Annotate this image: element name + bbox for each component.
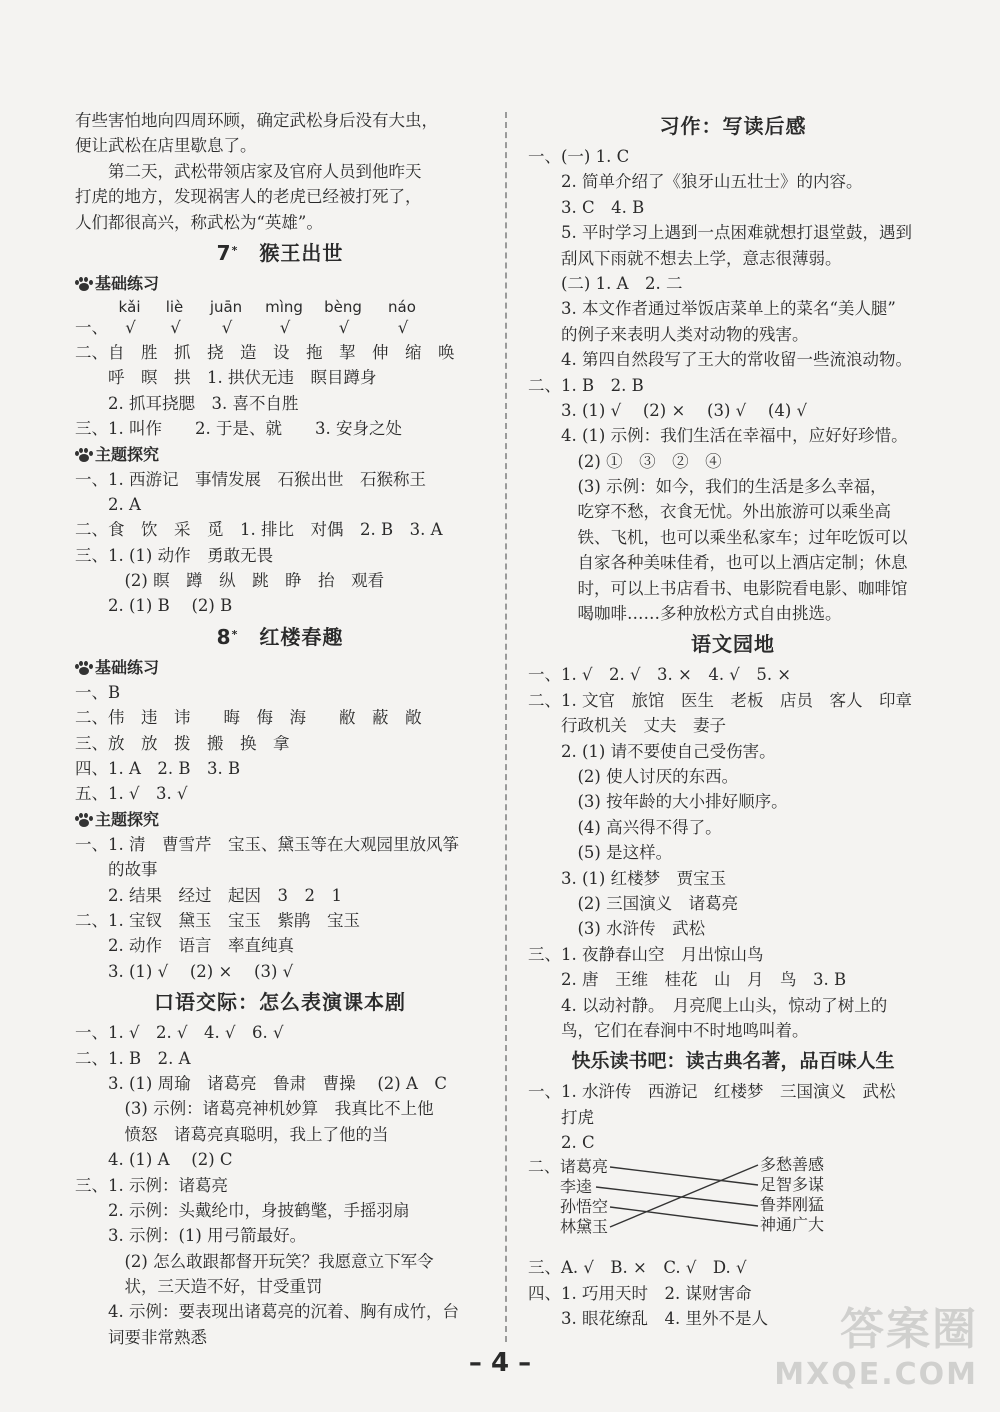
answer-line: 三、放 放 拨 搬 换 拿 — [75, 733, 290, 753]
matching-exercise — [528, 1155, 908, 1255]
paw-icon — [75, 813, 93, 827]
answer-line: 铁、飞机，也可以乘坐私家车；过年吃饭可以 — [528, 527, 908, 547]
answer-line: (5) 是这样。 — [528, 843, 673, 863]
answer-line: 3. 眼花缭乱 4. 里外不是人 — [528, 1309, 768, 1329]
answer-line: 4. 第四自然段写了王大的常收留一些流浪动物。 — [528, 350, 912, 370]
column-divider — [505, 112, 507, 1342]
answer-line: 打虎 — [528, 1107, 594, 1127]
pinyin-item: mìng — [265, 297, 303, 316]
paw-icon — [75, 277, 93, 291]
answer-line: 三、1. 夜静春山空 月出惊山鸟 — [528, 944, 764, 964]
answer-line: 三、1. 示例：诸葛亮 — [75, 1175, 228, 1195]
answer-line: 2. 结果 经过 起因 3 2 1 — [75, 885, 342, 905]
answer-line: 四、1. 巧用天时 2. 谋财害命 — [528, 1283, 752, 1303]
lesson-star: * — [231, 627, 239, 641]
lesson-8-explore-answers — [75, 832, 485, 984]
lesson-name: 猴王出世 — [259, 240, 344, 265]
answer-line: 二、自 胜 抓 挠 造 设 拖 挈 伸 缩 唤 — [75, 342, 455, 362]
check-mark: √ — [170, 317, 181, 337]
answer-line: (二) 1. A 2. 二 — [528, 273, 683, 293]
answer-line: 便让武松在店里歇息了。 — [75, 136, 257, 156]
heading-label: 基础练习 — [95, 657, 160, 677]
oral-answers — [75, 1020, 485, 1350]
match-left-item: 诸葛亮 — [560, 1157, 609, 1177]
answer-line: 时，可以上书店看书、电影院看电影、咖啡馆 — [528, 578, 908, 598]
answer-line: 五、1. √ 3. √ — [75, 784, 188, 804]
answer-line: 二、1. 文官 旅馆 医生 老板 店员 客人 印章 — [528, 690, 912, 710]
answer-line: 二、1. B 2. B — [528, 375, 644, 395]
reading-answers — [528, 1079, 938, 1155]
lesson-7-basic-answers — [75, 340, 485, 442]
answer-line: 3. (1) √ (2) × (3) √ (4) √ — [528, 400, 808, 420]
garden-title: 语文园地 — [691, 632, 775, 657]
answer-line: 人们都很高兴，称武松为“英雄”。 — [75, 212, 323, 232]
match-lines — [528, 1155, 908, 1255]
lesson-7-title — [75, 237, 485, 269]
match-line — [596, 1187, 758, 1206]
left-column — [75, 108, 485, 1350]
answer-line: 一、(一) 1. C — [528, 147, 630, 166]
answer-line: 第二天，武松带领店家及官府人员到他昨天 — [75, 161, 422, 181]
page-number: – 4 – — [468, 1348, 532, 1378]
site-watermark — [774, 1293, 978, 1392]
answer-line: 2. A — [75, 494, 141, 514]
lesson-number: 7 — [216, 240, 232, 265]
pinyin-row — [75, 296, 485, 318]
answer-line: 3. (1) 周瑜 诸葛亮 鲁肃 曹操 (2) A C — [75, 1073, 448, 1093]
answer-line: 一、1. 清 曹雪芹 宝玉、黛玉等在大观园里放风筝 — [75, 834, 459, 854]
answer-line: 三、A. √ B. × C. √ D. √ — [528, 1258, 747, 1278]
paw-icon — [75, 448, 93, 462]
answer-line: 5. 平时学习上遇到一点困难就想打退堂鼓，遇到 — [528, 223, 912, 243]
match-prefix: 二、 — [528, 1157, 561, 1177]
watermark-bottom: MXQE.COM — [774, 1357, 978, 1392]
answer-line: 行政机关 丈夫 妻子 — [528, 716, 726, 736]
check-mark: √ — [125, 317, 136, 337]
answer-line: (2) 使人讨厌的东西。 — [528, 766, 739, 786]
check-mark: √ — [221, 317, 233, 337]
watermark-top: 答案圈 — [840, 1304, 978, 1355]
oral-title: 口语交际：怎么表演课本剧 — [154, 990, 406, 1015]
answer-line: 2. C — [528, 1133, 595, 1153]
heading-label: 主题探究 — [95, 444, 160, 464]
match-left-item: 林黛玉 — [560, 1217, 609, 1237]
writing-title: 习作：写读后感 — [659, 114, 807, 138]
lesson-star: * — [231, 243, 239, 257]
answer-line: 呼 暝 拱 1. 拱伏无违 瞑目蹲身 — [75, 368, 377, 388]
answer-line: 一、1. 水浒传 西游记 红楼梦 三国演义 武松 — [528, 1082, 896, 1102]
pinyin-item: liè — [165, 297, 184, 316]
answer-line: 一、1. √ 2. √ 3. × 4. √ 5. × — [528, 665, 792, 685]
answer-line: (3) 水浒传 武松 — [528, 919, 706, 939]
section-heading-basic — [75, 655, 485, 680]
answer-line: 四、1. A 2. B 3. B — [75, 759, 241, 779]
match-left-item: 孙悟空 — [560, 1197, 609, 1217]
answer-line: 4. 以动衬静。 月亮爬上山头，惊动了树上的 — [528, 995, 888, 1015]
match-line — [610, 1207, 758, 1226]
answer-line: (3) 示例：诸葛亮神机妙算 我真比不上他 — [75, 1099, 434, 1119]
reading-title: 快乐读书吧：读古典名著，品百味人生 — [571, 1050, 895, 1073]
answer-line: 愤怒 诸葛亮真聪明，我上了他的当 — [75, 1124, 389, 1144]
section-heading-basic — [75, 271, 485, 296]
answer-line: 一、1. √ 2. √ 4. √ 6. √ — [75, 1023, 284, 1043]
answer-line: 一、1. 西游记 事情发展 石猴出世 石猴称王 — [75, 469, 426, 489]
lesson-8-basic-answers — [75, 680, 485, 807]
lesson-8-title — [75, 621, 485, 653]
pinyin-item: kǎi — [118, 297, 141, 316]
intro-paragraph — [75, 108, 485, 235]
answer-line: 的例子来表明人类对动物的残害。 — [528, 324, 809, 344]
match-right-item: 鲁莽刚猛 — [760, 1195, 825, 1215]
answer-line: 三、1. (1) 动作 勇敢无畏 — [75, 545, 274, 565]
heading-label: 主题探究 — [95, 809, 160, 829]
answer-line: 3. (1) 红楼梦 贾宝玉 — [528, 868, 727, 888]
match-right-item: 神通广大 — [760, 1215, 825, 1235]
paw-icon — [75, 661, 93, 675]
answer-line: 一、B — [75, 682, 121, 702]
garden-answers — [528, 662, 938, 1043]
lesson-number: 8 — [216, 624, 232, 649]
match-right-item: 足智多谋 — [760, 1175, 825, 1195]
match-left-item: 李逵 — [560, 1177, 593, 1197]
answer-line: 2. (1) 请不要使自己受伤害。 — [528, 741, 776, 761]
check-mark: √ — [279, 317, 291, 337]
answer-line: 3. 示例：(1) 用弓箭最好。 — [75, 1226, 307, 1246]
lesson-name: 红楼春趣 — [259, 624, 344, 649]
answer-line: 二、伟 违 讳 晦 侮 海 敝 蔽 敞 — [75, 708, 422, 728]
answer-line: 2. 唐 王维 桂花 山 月 鸟 3. B — [528, 970, 847, 990]
answer-line: 的故事 — [75, 860, 158, 880]
answer-line: 2. 示例：头戴纶巾，身披鹤氅，手摇羽扇 — [75, 1200, 410, 1220]
answer-line: 词要非常熟悉 — [75, 1327, 207, 1347]
answer-line: 有些害怕地向四周环顾，确定武松身后没有大虫， — [75, 111, 438, 130]
section-heading-explore — [75, 807, 485, 832]
check-mark: √ — [397, 317, 409, 337]
answer-line: 三、1. 叫作 2. 于是、就 3. 安身之处 — [75, 419, 402, 439]
answer-line: 3. (1) √ (2) × (3) √ — [75, 961, 294, 981]
answer-line: 状，三天造不好，甘受重罚 — [75, 1277, 323, 1297]
match-right-item: 多愁善感 — [760, 1155, 825, 1175]
writing-answers — [528, 144, 938, 626]
answer-line: 刮风下雨就不想去上学，意志很薄弱。 — [528, 248, 842, 268]
answer-line: 打虎的地方，发现祸害人的老虎已经被打死了， — [75, 187, 422, 207]
pinyin-item: bèng — [324, 297, 362, 316]
pinyin-item: náo — [388, 297, 416, 316]
answer-line: 二、1. B 2. A — [75, 1048, 191, 1068]
answer-line: (3) 按年龄的大小排好顺序。 — [528, 792, 788, 812]
answer-line: (2) 三国演义 诸葛亮 — [528, 893, 739, 913]
answer-line: 自家各种美味佳肴，也可以上酒店定制；休息 — [528, 553, 908, 573]
check-row — [75, 318, 485, 340]
answer-line: (2) ① ③ ② ④ — [528, 451, 722, 471]
answer-line: 2. 动作 语言 率直纯真 — [75, 936, 294, 956]
answer-line: 吃穿不愁，衣食无忧。外出旅游可以乘坐高 — [528, 502, 891, 522]
answer-line: 4. (1) 示例：我们生活在幸福中，应好好珍惜。 — [528, 426, 908, 446]
answer-line: 2. (1) B (2) B — [75, 596, 233, 616]
answer-line: 2. 抓耳挠腮 3. 喜不自胜 — [75, 393, 299, 413]
answer-line: 二、食 饮 采 觅 1. 排比 对偶 2. B 3. A — [75, 520, 443, 540]
answer-line: (3) 示例：如今，我们的生活是多么幸福， — [528, 477, 887, 497]
answer-line: 鸟，它们在春涧中不时地鸣叫着。 — [528, 1020, 809, 1040]
lesson-7-explore-answers — [75, 467, 485, 619]
match-line — [610, 1165, 758, 1227]
answer-line: (2) 瞑 蹲 纵 跳 睁 抬 观看 — [75, 571, 385, 591]
right-column — [528, 108, 938, 1332]
pinyin-item: juān — [209, 297, 243, 316]
check-mark: √ — [338, 317, 350, 337]
heading-label: 基础练习 — [95, 273, 160, 293]
answer-line: (2) 怎么敢跟都督开玩笑？我愿意立下军令 — [75, 1251, 434, 1271]
answer-line: 2. 简单介绍了《狼牙山五壮士》的内容。 — [528, 172, 863, 192]
item-label: 一、 — [75, 317, 108, 337]
section-heading-explore — [75, 442, 485, 467]
answer-line: 喝咖啡……多种放松方式自由挑选。 — [528, 604, 842, 624]
answer-line: (4) 高兴得不得了。 — [528, 817, 722, 837]
answer-line: 4. 示例：要表现出诸葛亮的沉着、胸有成竹，台 — [75, 1302, 459, 1322]
answer-line: 二、1. 宝钗 黛玉 宝玉 紫鹃 宝玉 — [75, 910, 360, 930]
answer-line: 4. (1) A (2) C — [75, 1150, 233, 1170]
answer-line: 3. C 4. B — [528, 197, 645, 217]
match-line — [610, 1167, 758, 1185]
answer-line: 3. 本文作者通过举饭店菜单上的菜名“美人腿” — [528, 299, 896, 319]
